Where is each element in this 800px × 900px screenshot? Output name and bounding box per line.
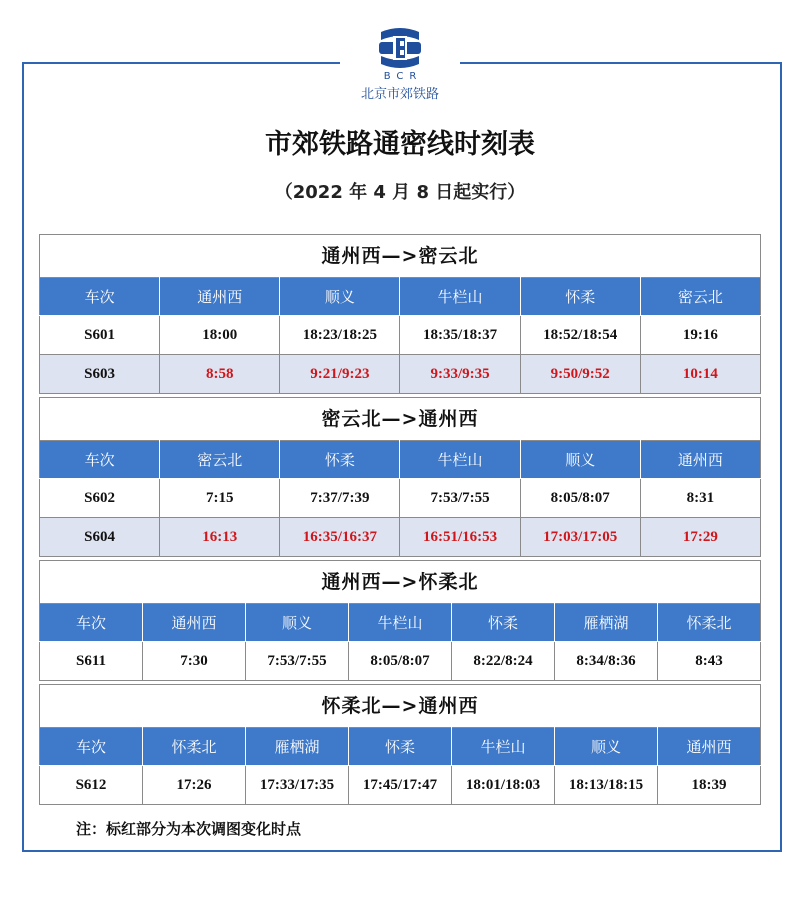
time-cell: 7:30 — [143, 642, 246, 681]
column-header-station: 顺义 — [246, 604, 349, 642]
time-cell: 18:52/18:54 — [520, 316, 640, 355]
section-title: 密云北—>通州西 — [39, 397, 761, 440]
header-row — [40, 728, 761, 766]
timetable — [39, 277, 761, 394]
column-header-station: 怀柔 — [349, 728, 452, 766]
page-subtitle: （2022 年 4 月 8 日起实行） — [274, 182, 526, 203]
time-cell: 18:00 — [160, 316, 280, 355]
section-title: 通州西—>密云北 — [39, 234, 761, 277]
column-header-station: 雁栖湖 — [555, 604, 658, 642]
header-row — [40, 278, 761, 316]
train-number-cell: S604 — [40, 518, 160, 557]
time-cell: 18:13/18:15 — [555, 766, 658, 805]
time-cell: 8:31 — [640, 479, 760, 518]
logo — [340, 20, 460, 112]
table-row — [40, 316, 761, 355]
timetable-miyunbei-tongzhouxi — [39, 397, 761, 557]
column-header-station: 怀柔北 — [658, 604, 761, 642]
column-header-station: 顺义 — [520, 441, 640, 479]
train-number-cell: S611 — [40, 642, 143, 681]
time-cell: 9:33/9:35 — [400, 355, 520, 394]
time-cell: 7:53/7:55 — [400, 479, 520, 518]
column-header-station: 怀柔 — [280, 441, 400, 479]
time-cell: 10:14 — [640, 355, 760, 394]
table-row — [40, 766, 761, 805]
time-cell: 7:37/7:39 — [280, 479, 400, 518]
time-cell: 8:22/8:24 — [452, 642, 555, 681]
column-header-station: 怀柔 — [452, 604, 555, 642]
timetable-tongzhouxi-huairoubei — [39, 560, 761, 681]
timetable — [39, 727, 761, 805]
timetable — [39, 440, 761, 557]
column-header-station: 顺义 — [555, 728, 658, 766]
time-cell: 18:23/18:25 — [280, 316, 400, 355]
time-cell: 16:13 — [160, 518, 280, 557]
table-row — [40, 642, 761, 681]
column-header-station: 通州西 — [143, 604, 246, 642]
train-number-cell: S601 — [40, 316, 160, 355]
time-cell: 16:35/16:37 — [280, 518, 400, 557]
footnote: 注：标红部分为本次调图变化时点 — [76, 820, 302, 838]
time-cell: 9:21/9:23 — [280, 355, 400, 394]
column-header-station: 怀柔 — [520, 278, 640, 316]
time-cell: 8:34/8:36 — [555, 642, 658, 681]
time-cell: 7:15 — [160, 479, 280, 518]
time-cell: 8:58 — [160, 355, 280, 394]
column-header-station: 雁栖湖 — [246, 728, 349, 766]
header-row — [40, 441, 761, 479]
column-header-station: 怀柔北 — [143, 728, 246, 766]
logo-latin: BCR — [383, 71, 423, 82]
section-title: 通州西—>怀柔北 — [39, 560, 761, 603]
time-cell: 17:26 — [143, 766, 246, 805]
column-header-train: 车次 — [40, 278, 160, 316]
header-row — [40, 604, 761, 642]
column-header-station: 通州西 — [658, 728, 761, 766]
bcr-logo-icon — [371, 26, 429, 70]
column-header-train: 车次 — [40, 604, 143, 642]
table-row — [40, 355, 761, 394]
time-cell: 17:33/17:35 — [246, 766, 349, 805]
page-title: 市郊铁路通密线时刻表 — [265, 129, 535, 160]
time-cell: 18:39 — [658, 766, 761, 805]
column-header-station: 密云北 — [640, 278, 760, 316]
column-header-train: 车次 — [40, 728, 143, 766]
column-header-station: 通州西 — [160, 278, 280, 316]
time-cell: 18:35/18:37 — [400, 316, 520, 355]
logo-name: 北京市郊铁路 — [360, 87, 439, 102]
time-cell: 19:16 — [640, 316, 760, 355]
time-cell: 17:03/17:05 — [520, 518, 640, 557]
table-row — [40, 479, 761, 518]
timetable-tongzhouxi-miyunbei — [39, 234, 761, 394]
column-header-station: 密云北 — [160, 441, 280, 479]
time-cell: 8:05/8:07 — [349, 642, 452, 681]
column-header-station: 通州西 — [640, 441, 760, 479]
time-cell: 17:29 — [640, 518, 760, 557]
time-cell: 17:45/17:47 — [349, 766, 452, 805]
train-number-cell: S612 — [40, 766, 143, 805]
time-cell: 18:01/18:03 — [452, 766, 555, 805]
time-cell: 7:53/7:55 — [246, 642, 349, 681]
time-cell: 8:05/8:07 — [520, 479, 640, 518]
time-cell: 8:43 — [658, 642, 761, 681]
column-header-station: 顺义 — [280, 278, 400, 316]
column-header-station: 牛栏山 — [349, 604, 452, 642]
time-cell: 9:50/9:52 — [520, 355, 640, 394]
column-header-train: 车次 — [40, 441, 160, 479]
column-header-station: 牛栏山 — [400, 441, 520, 479]
time-cell: 16:51/16:53 — [400, 518, 520, 557]
train-number-cell: S602 — [40, 479, 160, 518]
table-row — [40, 518, 761, 557]
train-number-cell: S603 — [40, 355, 160, 394]
timetable — [39, 603, 761, 681]
section-title: 怀柔北—>通州西 — [39, 684, 761, 727]
timetable-huairoubei-tongzhouxi — [39, 684, 761, 805]
column-header-station: 牛栏山 — [452, 728, 555, 766]
column-header-station: 牛栏山 — [400, 278, 520, 316]
